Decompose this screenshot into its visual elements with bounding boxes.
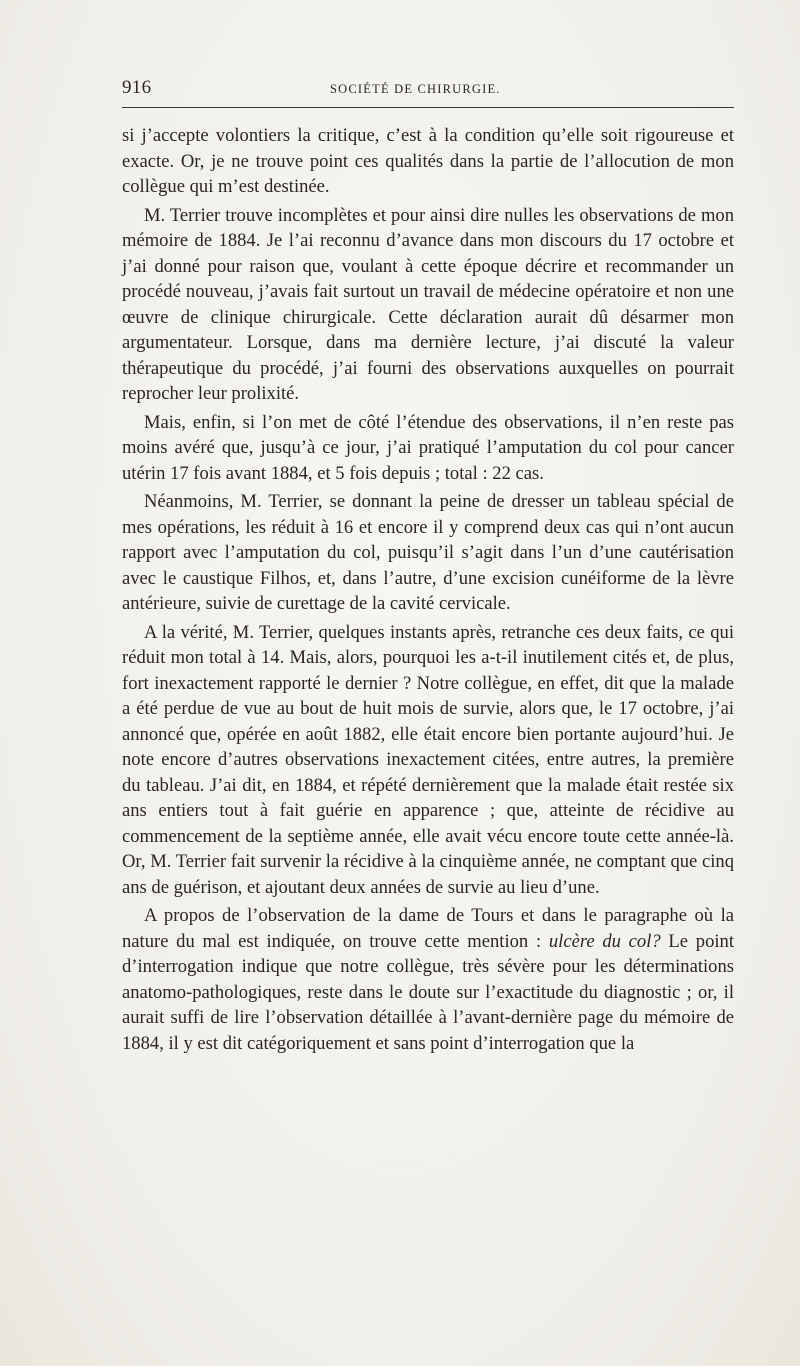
- paragraph-4: Néanmoins, M. Terrier, se donnant la peine de dresser un tableau spécial de mes opérations, les réduit à 16 et encore il y comprend deux cas qui n’ont aucun rapport avec l’amputation du col, puisqu’il s’agit dans l’un d’une cautérisation avec le caustique Filhos, et, dans l’autre, d’une excision cunéiforme de la lèvre antérieure, suivie de curettage de la cavité cervicale.: [122, 491, 734, 614]
- paragraph-1: si j’accepte volontiers la critique, c’est à la condition qu’elle soit rigoureuse et exacte. Or, je ne trouve point ces qualités dans la partie de l’allocution de mon collègue qui m’est destinée.: [122, 125, 734, 197]
- header-rule: [122, 107, 734, 108]
- body-text: [122, 123, 734, 1059]
- paragraph-6-italic: ulcère du col?: [548, 930, 661, 952]
- page-header: [122, 76, 734, 100]
- paragraph-6: [122, 903, 734, 1056]
- page-number: 916: [122, 77, 152, 98]
- running-head: SOCIÉTÉ DE CHIRURGIE.: [330, 82, 501, 96]
- paragraph-5: A la vérité, M. Terrier, quelques instants après, retranche ces deux faits, ce qui réduit mon total à 14. Mais, alors, pourquoi les a-t-il inutilement cités et, de plus, fort inexactement rapporté le dernier ? Notre collègue, en effet, dit que la malade a été perdue de vue au bout de huit mois de survie, alors que, le 17 octobre, j’ai annoncé que, opérée en août 1882, elle était encore bien portante aujourd’hui. Je note encore d’autres observations inexactement citées, entre autres, la première du tableau. J’ai dit, en 1884, et répété dernièrement que la malade était restée six ans entiers tout à fait guérie en apparence ; que, atteinte de récidive au commencement de la septième année, elle avait vécu encore toute cette année-là. Or, M. Terrier fait survenir la récidive à la cinquième année, ne comptant que cinq ans de guérison, et ajoutant deux années de survie au lieu d’une.: [122, 621, 734, 898]
- paragraph-2: M. Terrier trouve incomplètes et pour ainsi dire nulles les observations de mon mémoire de 1884. Je l’ai reconnu d’avance dans mon discours du 17 octobre et j’ai donné pour raison que, voulant à cette époque décrire et recommander un procédé nouveau, j’avais fait surtout un travail de médecine opératoire et non une œuvre de clinique chirurgicale. Cette déclaration aurait dû désarmer mon argumentateur. Lorsque, dans ma dernière lecture, j’ai discuté la valeur thérapeutique du procédé, j’ai fourni des observations auxquelles on pourrait reprocher leur prolixité.: [122, 204, 734, 404]
- paragraph-3: Mais, enfin, si l’on met de côté l’étendue des observations, il n’en reste pas moins avéré que, jusqu’à ce jour, j’ai pratiqué l’amputation du col pour cancer utérin 17 fois avant 1884, et 5 fois depuis ; total : 22 cas.: [122, 411, 734, 484]
- paragraph-6-text-before: A propos de l’observation de la dame de Tours et dans le paragraphe où la nature du mal est indiquée, on trouve cette mention :: [122, 905, 734, 952]
- paragraph-6-text-after: Le point d’interrogation indique que notre collègue, très sévère pour les déterminations anatomo-pathologiques, reste dans le doute sur l’exactitude du diagnostic ; or, il aurait suffi de lire l’observation détaillée à l’avant-dernière page du mémoire de 1884, il y est dit catégoriquement et sans point d’interrogation que la: [122, 930, 734, 1054]
